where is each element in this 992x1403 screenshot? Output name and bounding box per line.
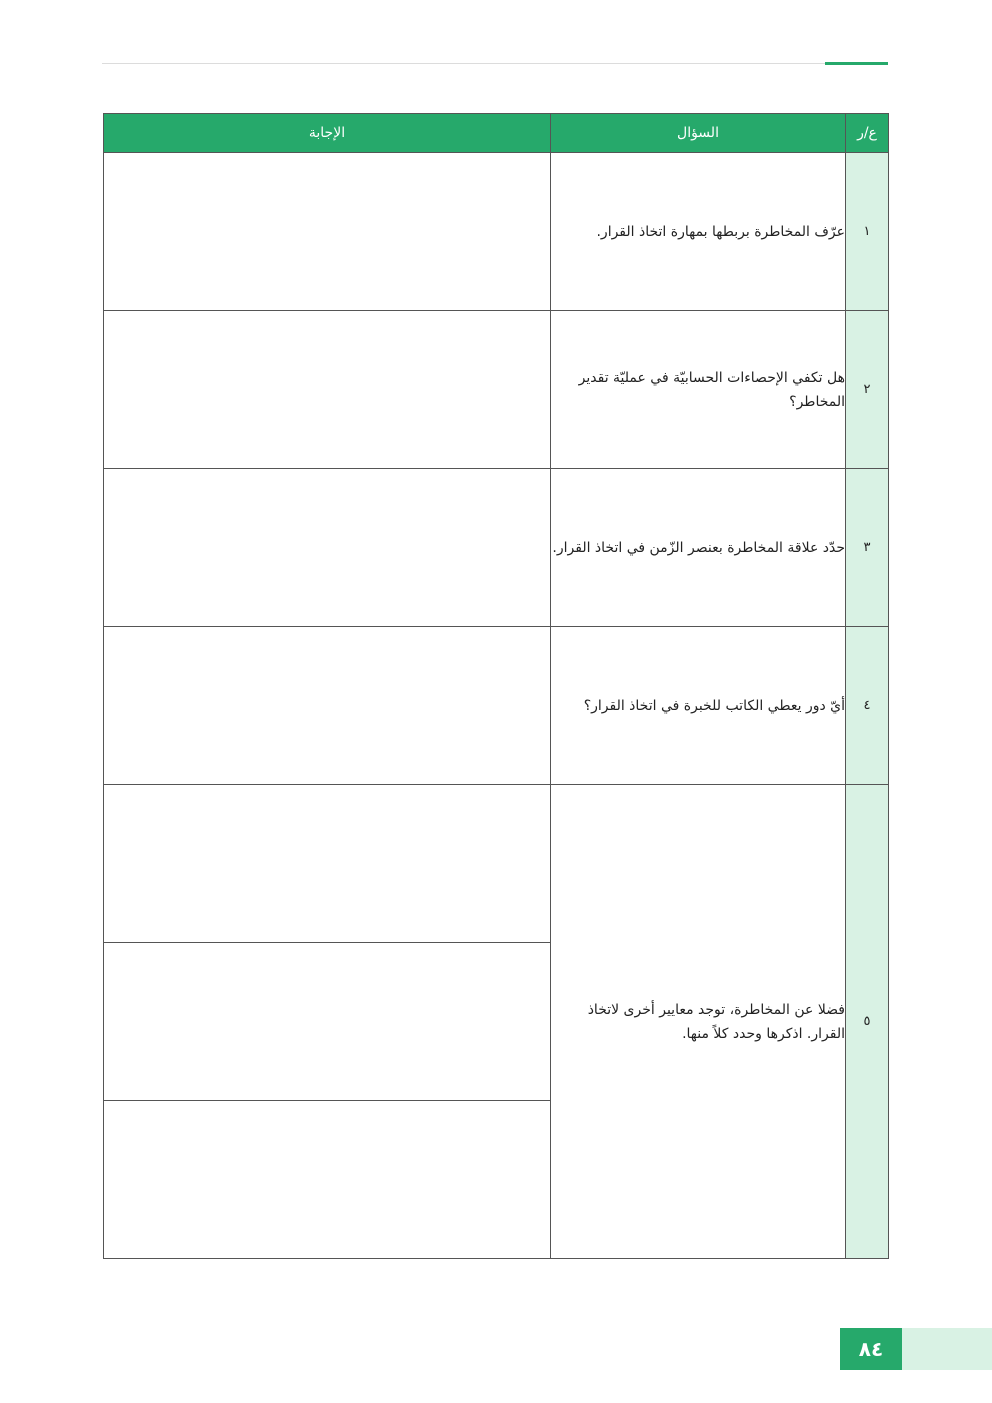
question-cell: عرّف المخاطرة بربطها بمهارة اتخاذ القرار. <box>551 153 846 311</box>
table-row <box>104 311 889 469</box>
page-number-strip <box>902 1328 992 1370</box>
header-number: ع/ر <box>846 114 889 153</box>
answer-cell[interactable] <box>104 627 551 785</box>
row-number: ٢ <box>846 311 889 469</box>
question-cell: حدّد علاقة المخاطرة بعنصر الزّمن في اتخاذ القرار. <box>551 469 846 627</box>
row-number: ٥ <box>846 785 889 1259</box>
answer-cell[interactable] <box>104 469 551 627</box>
question-answer-table <box>103 113 889 1259</box>
table-row <box>104 627 889 785</box>
header-answer: الإجابة <box>104 114 551 153</box>
page-number: ٨٤ <box>840 1328 902 1370</box>
row-number: ٤ <box>846 627 889 785</box>
row-number: ١ <box>846 153 889 311</box>
question-cell: هل تكفي الإحصاءات الحسابيّة في عمليّة تقدير المخاطر؟ <box>551 311 846 469</box>
question-cell: فضلا عن المخاطرة، توجد معايير أخرى لاتخاذ القرار. اذكرها وحدد كلاً منها. <box>551 785 846 1259</box>
answer-cell[interactable] <box>104 1101 551 1259</box>
top-accent-bar <box>825 62 888 65</box>
table-row <box>104 469 889 627</box>
answer-cell[interactable] <box>104 153 551 311</box>
question-cell: أيّ دور يعطي الكاتب للخبرة في اتخاذ القرار؟ <box>551 627 846 785</box>
top-rule <box>102 63 888 64</box>
answer-cell[interactable] <box>104 311 551 469</box>
answer-cell[interactable] <box>104 785 551 943</box>
row-number: ٣ <box>846 469 889 627</box>
answer-cell[interactable] <box>104 943 551 1101</box>
table-row <box>104 153 889 311</box>
header-question: السؤال <box>551 114 846 153</box>
table-header-row <box>104 114 889 153</box>
table-row <box>104 785 889 943</box>
